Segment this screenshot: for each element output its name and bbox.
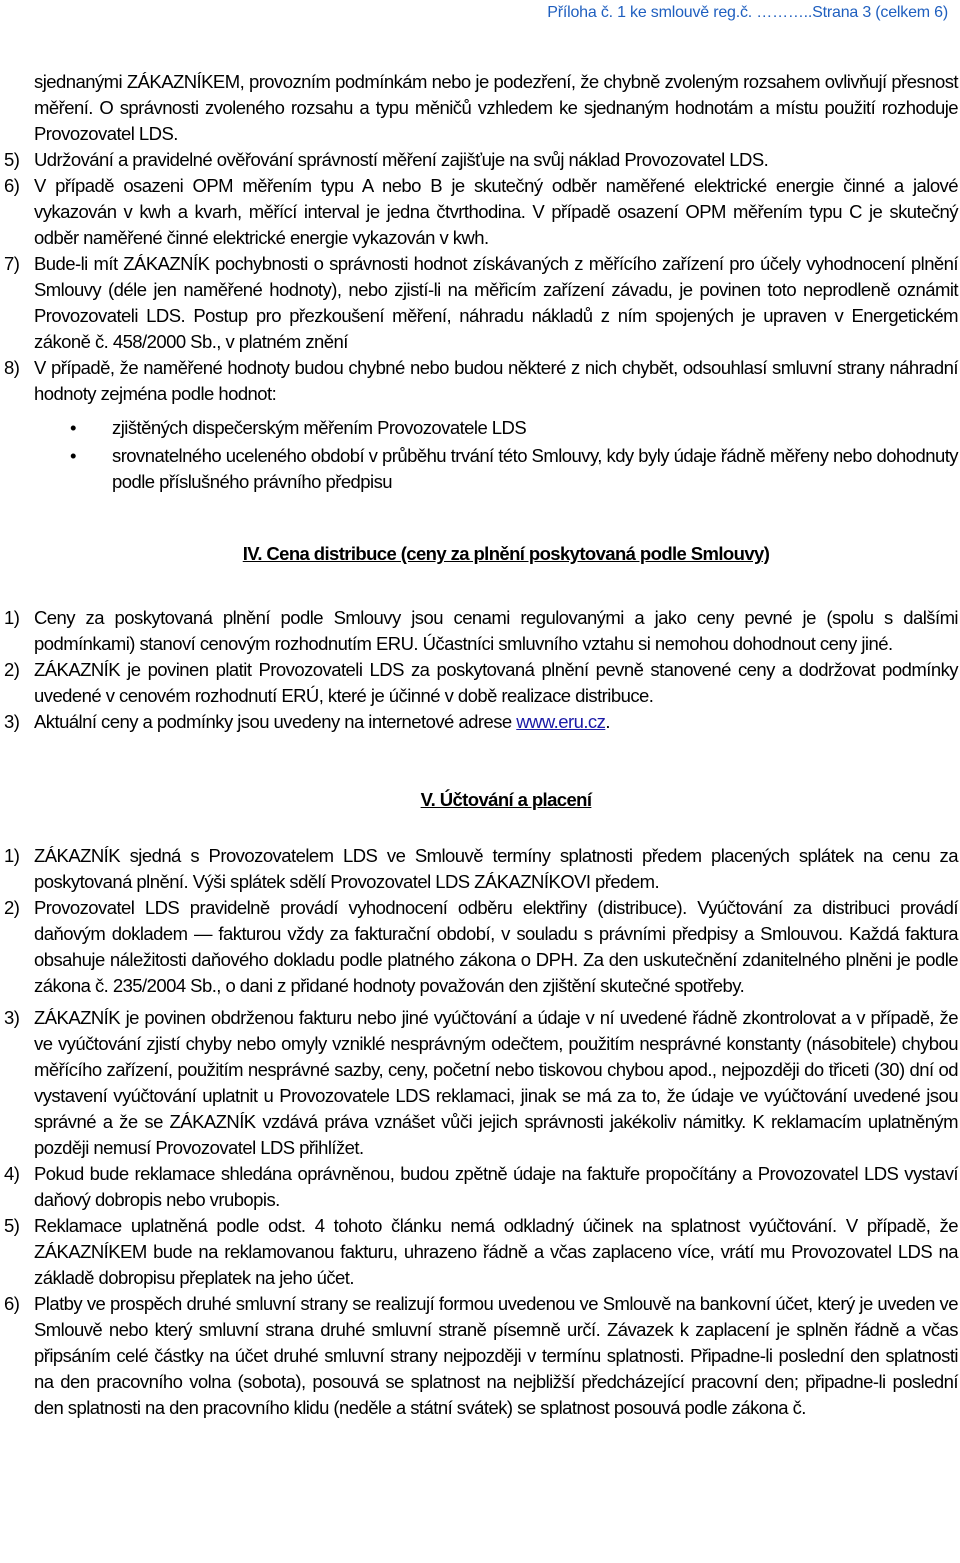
section-heading-v: V. Účtování a placení	[420, 789, 592, 810]
item-text-end: .	[605, 711, 610, 732]
list-item	[4, 251, 958, 355]
list-item	[4, 173, 958, 251]
bullet-item	[34, 415, 958, 441]
list-item	[4, 709, 958, 735]
item-text: V případě, že naměřené hodnoty budou chybné nebo budou některé z nich chybět, odsouhlasí smluvní strany náhradní hodnoty zejména podle hodnot:	[34, 357, 958, 404]
item-number: 2)	[4, 897, 20, 918]
item-text: Ceny za poskytovaná plnění podle Smlouvy jsou cenami regulovanými a jako ceny pevné je (spolu s dalšími podmínkami) stanoví cenovým rozhodnutím ERU. Účastníci smluvního vztahu si nemohou dohodnout ceny jiné.	[34, 607, 958, 654]
list-item	[4, 1291, 958, 1421]
item-number: 8)	[4, 357, 20, 378]
item-text: Provozovatel LDS pravidelně provádí vyhodnocení odběru elektřiny (distribuce). Vyúčtování za distribuci provádí daňovým dokladem — fakturou vždy za fakturační období, v souladu s právními předpisy a Smlouvou. Každá faktura obsahuje náležitosti daňového dokladu podle platného zákona o DPH. Za den uskutečnění zdanitelného plněni je podle zákona č. 235/2004 Sb., o dani z přidané hodnoty považován den zjištění skutečné spotřeby.	[34, 897, 958, 996]
item-number: 1)	[4, 845, 20, 866]
bullet-text: srovnatelného uceleného období v průběhu trvání této Smlouvy, kdy byly údaje řádně měřeny nebo dohodnuty podle příslušného právního předpisu	[112, 445, 958, 492]
list-item	[4, 355, 958, 407]
item-number: 1)	[4, 607, 20, 628]
item-number: 5)	[4, 149, 20, 170]
list-item	[4, 895, 958, 999]
item-number: 6)	[4, 1293, 20, 1314]
item-number: 4)	[4, 1163, 20, 1184]
item-number: 5)	[4, 1215, 20, 1236]
item-number: 2)	[4, 659, 20, 680]
item-number: 3)	[4, 711, 20, 732]
bullet-item	[34, 443, 958, 495]
item-text: ZÁKAZNÍK je povinen obdrženou fakturu nebo jiné vyúčtování a údaje v ní uvedené řádně zkontrolovat a v případě, že ve vyúčtování zjistí chyby nebo omyly vzniklé nesprávným odečtem, použitím nesprávné konstanty (násobitele) chybou měřícího zařízení, použitím nesprávné sazby, ceny, početní nebo tiskovou chybou apod., nejpozději do třiceti (30) dní od vystavení vyúčtování uplatnit u Provozovatele LDS reklamaci, jinak se má za to, že údaje ve vyúčtování uvedené jsou správné a že se ZÁKAZNÍK vzdává práva vznášet vůči jejich správnosti jakékoliv námitky. K reklamacím uplatněným později nemusí Provozovatel LDS přihlížet.	[34, 1007, 958, 1158]
continuation-paragraph: sjednanými ZÁKAZNÍKEM, provozním podmínkám nebo je podezření, že chybně zvoleným rozsahem ovlivňují přesnost měření. O správnosti zvoleného rozsahu a typu měničů vzhledem ke sjednaným hodnotám a místu použití rozhoduje Provozovatel LDS.	[34, 71, 958, 144]
item-text: ZÁKAZNÍK sjedná s Provozovatelem LDS ve Smlouvě termíny splatnosti předem placených splátek na cenu za poskytovaná plnění. Výši splátek sdělí Provozovatel LDS ZÁKAZNÍKOVI předem.	[34, 845, 958, 892]
item-text: Udržování a pravidelné ověřování správností měření zajišťuje na svůj náklad Provozovatel LDS.	[34, 149, 769, 170]
item-number: 7)	[4, 253, 20, 274]
item-text: Bude-li mít ZÁKAZNÍK pochybnosti o správnosti hodnot získávaných z měřícího zařízení pro účely vyhodnocení plnění Smlouvy (déle jen naměřené hodnoty), nebo zjistí-li na měřicím zařízení závadu, je povinen toto neprodleně oznámit Provozovateli LDS. Postup pro přezkoušení měření, náhradu nákladů z ním spojených je upraven v Energetickém zákoně č. 458/2000 Sb., v platném znění	[34, 253, 958, 352]
list-item	[4, 1213, 958, 1291]
list-item	[4, 1005, 958, 1161]
list-item	[4, 1161, 958, 1213]
item-text: Aktuální ceny a podmínky jsou uvedeny na internetové adrese	[34, 711, 517, 732]
page-header: Příloha č. 1 ke smlouvě reg.č. ………..Strana 3 (celkem 6)	[547, 4, 948, 21]
item-text: Pokud bude reklamace shledána oprávněnou, budou zpětně údaje na faktuře propočítány a Provozovatel LDS vystaví daňový dobropis nebo vrubopis.	[34, 1163, 958, 1210]
eru-website-link[interactable]: www.eru.cz	[516, 711, 606, 732]
item-text: V případě osazeni OPM měřením typu A nebo B je skutečný odběr naměřené elektrické energie činné a jalové vykazován v kwh a kvarh, měřící interval je jedna čtvrthodina. V případě osazení OPM měřením typu C je skutečný odběr naměřené činné elektrické energie vykazován v kwh.	[34, 175, 958, 248]
document-body	[4, 69, 958, 1421]
item-text: ZÁKAZNÍK je povinen platit Provozovateli LDS za poskytovaná plnění pevně stanovené ceny a dodržovat podmínky uvedené v cenovém rozhodnutí ERÚ, které je účinné v době realizace distribuce.	[34, 659, 958, 706]
item-number: 3)	[4, 1007, 20, 1028]
item-text: Platby ve prospěch druhé smluvní strany se realizují formou uvedenou ve Smlouvě na bankovní účet, který je uveden ve Smlouvě nebo který smluvní strana druhé smluvní straně písemně určí. Závazek k zaplacení je splněn řádně a včas připsáním celé částky na účet druhé smluvní strany nejpozději v termínu splatnosti. Připadne-li poslední den splatnosti na den pracovního volna (sobota), posouvá se splatnost na nejbližší předcházející pracovní den; připadne-li poslední den splatnosti na den pracovního klidu (neděle a státní svátek) se splatnost posouvá podle zákona č.	[34, 1293, 958, 1418]
bullet-icon: •	[70, 417, 76, 438]
bullet-text: zjištěných dispečerským měřením Provozovatele LDS	[112, 417, 527, 438]
bullet-list	[34, 415, 958, 495]
bullet-icon: •	[70, 445, 76, 466]
item-number: 6)	[4, 175, 20, 196]
list-item	[4, 147, 958, 173]
section-heading-iv: IV. Cena distribuce (ceny za plnění poskytovaná podle Smlouvy)	[242, 543, 770, 564]
list-item	[4, 843, 958, 895]
item-text: Reklamace uplatněná podle odst. 4 tohoto článku nemá odkladný účinek na splatnost vyúčtování. V případě, že ZÁKAZNÍKEM bude na reklamovanou fakturu, uhrazeno řádně a včas zaplaceno více, vrátí mu Provozovatel LDS na základě dobropisu přeplatek na jeho účet.	[34, 1215, 958, 1288]
list-item	[4, 605, 958, 657]
list-item	[4, 657, 958, 709]
